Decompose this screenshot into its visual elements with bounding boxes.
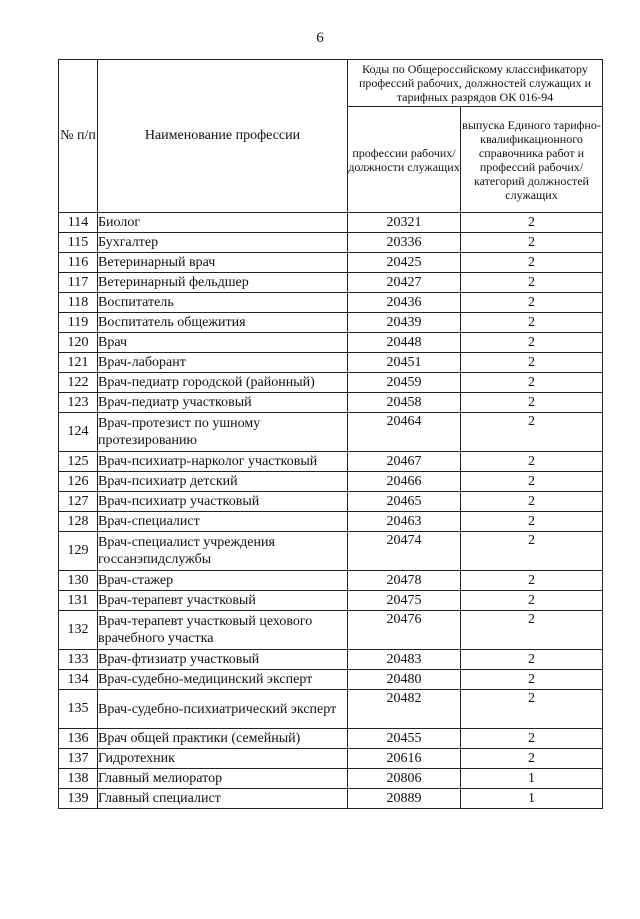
profession-name: Врач-судебно-психиатрический эксперт bbox=[98, 690, 348, 729]
profession-name: Врач-терапевт участковый bbox=[98, 591, 348, 611]
profession-code: 20451 bbox=[348, 353, 461, 373]
profession-code: 20467 bbox=[348, 452, 461, 472]
profession-name: Воспитатель bbox=[98, 293, 348, 313]
etks-issue: 2 bbox=[461, 591, 603, 611]
etks-issue: 2 bbox=[461, 273, 603, 293]
profession-name: Врач-протезист по ушному протезированию bbox=[98, 413, 348, 452]
etks-issue: 2 bbox=[461, 393, 603, 413]
etks-issue: 1 bbox=[461, 789, 603, 809]
profession-code: 20474 bbox=[348, 532, 461, 571]
etks-issue: 2 bbox=[461, 512, 603, 532]
profession-code: 20482 bbox=[348, 690, 461, 729]
etks-issue: 2 bbox=[461, 749, 603, 769]
table-row bbox=[59, 670, 603, 690]
etks-issue: 2 bbox=[461, 233, 603, 253]
etks-issue: 2 bbox=[461, 690, 603, 729]
profession-code: 20436 bbox=[348, 293, 461, 313]
table-row bbox=[59, 492, 603, 512]
profession-name: Врач bbox=[98, 333, 348, 353]
profession-code: 20459 bbox=[348, 373, 461, 393]
row-number: 133 bbox=[59, 650, 98, 670]
table-row bbox=[59, 393, 603, 413]
etks-issue: 2 bbox=[461, 532, 603, 571]
table-row bbox=[59, 749, 603, 769]
etks-issue: 2 bbox=[461, 452, 603, 472]
header-code-profession: профессии рабочих/ должности служащих bbox=[348, 107, 461, 213]
professions-table bbox=[58, 59, 603, 809]
profession-name: Врач-фтизиатр участковый bbox=[98, 650, 348, 670]
etks-issue: 2 bbox=[461, 293, 603, 313]
row-number: 124 bbox=[59, 413, 98, 452]
profession-name: Ветеринарный фельдшер bbox=[98, 273, 348, 293]
table-row bbox=[59, 690, 603, 729]
table-row bbox=[59, 333, 603, 353]
etks-issue: 1 bbox=[461, 769, 603, 789]
table-row bbox=[59, 452, 603, 472]
etks-issue: 2 bbox=[461, 650, 603, 670]
row-number: 134 bbox=[59, 670, 98, 690]
table-row bbox=[59, 611, 603, 650]
header-codes: Коды по Общероссийскому классификатору профессий рабочих, должностей служащих и тарифных разрядов ОК 016-94 bbox=[348, 60, 603, 107]
row-number: 114 bbox=[59, 213, 98, 233]
etks-issue: 2 bbox=[461, 333, 603, 353]
row-number: 116 bbox=[59, 253, 98, 273]
profession-code: 20465 bbox=[348, 492, 461, 512]
table-row bbox=[59, 313, 603, 333]
profession-name: Врач-педиатр участковый bbox=[98, 393, 348, 413]
etks-issue: 2 bbox=[461, 492, 603, 512]
profession-code: 20480 bbox=[348, 670, 461, 690]
profession-name: Главный специалист bbox=[98, 789, 348, 809]
row-number: 132 bbox=[59, 611, 98, 650]
header-code-grade: выпуска Единого тарифно-квалификационного справочника работ и профессий рабочих/категорий должностей служащих bbox=[461, 107, 603, 213]
row-number: 122 bbox=[59, 373, 98, 393]
table-row bbox=[59, 769, 603, 789]
profession-name: Врач-психиатр участковый bbox=[98, 492, 348, 512]
row-number: 138 bbox=[59, 769, 98, 789]
profession-code: 20455 bbox=[348, 729, 461, 749]
profession-name: Врач общей практики (семейный) bbox=[98, 729, 348, 749]
profession-code: 20463 bbox=[348, 512, 461, 532]
table-row bbox=[59, 591, 603, 611]
header-name: Наименование профессии bbox=[98, 60, 348, 213]
profession-name: Врач-специалист bbox=[98, 512, 348, 532]
profession-name: Врач-терапевт участковый цехового врачебного участка bbox=[98, 611, 348, 650]
table-row bbox=[59, 373, 603, 393]
etks-issue: 2 bbox=[461, 670, 603, 690]
row-number: 129 bbox=[59, 532, 98, 571]
etks-issue: 2 bbox=[461, 373, 603, 393]
profession-code: 20478 bbox=[348, 571, 461, 591]
etks-issue: 2 bbox=[461, 729, 603, 749]
etks-issue: 2 bbox=[461, 472, 603, 492]
profession-code: 20616 bbox=[348, 749, 461, 769]
profession-name: Бухгалтер bbox=[98, 233, 348, 253]
table-row bbox=[59, 571, 603, 591]
profession-code: 20321 bbox=[348, 213, 461, 233]
table-row bbox=[59, 233, 603, 253]
row-number: 128 bbox=[59, 512, 98, 532]
etks-issue: 2 bbox=[461, 253, 603, 273]
row-number: 130 bbox=[59, 571, 98, 591]
profession-code: 20448 bbox=[348, 333, 461, 353]
profession-code: 20464 bbox=[348, 413, 461, 452]
table-row bbox=[59, 353, 603, 373]
row-number: 131 bbox=[59, 591, 98, 611]
profession-code: 20466 bbox=[348, 472, 461, 492]
etks-issue: 2 bbox=[461, 313, 603, 333]
table-row bbox=[59, 512, 603, 532]
profession-name: Воспитатель общежития bbox=[98, 313, 348, 333]
etks-issue: 2 bbox=[461, 213, 603, 233]
profession-name: Врач-стажер bbox=[98, 571, 348, 591]
profession-code: 20427 bbox=[348, 273, 461, 293]
profession-code: 20806 bbox=[348, 769, 461, 789]
profession-name: Врач-специалист учреждения госсанэпидслужбы bbox=[98, 532, 348, 571]
header-num: № п/п bbox=[59, 60, 98, 213]
table-row bbox=[59, 532, 603, 571]
table-row bbox=[59, 253, 603, 273]
row-number: 119 bbox=[59, 313, 98, 333]
row-number: 115 bbox=[59, 233, 98, 253]
table-row bbox=[59, 729, 603, 749]
table-body bbox=[59, 213, 603, 809]
table-row bbox=[59, 273, 603, 293]
row-number: 123 bbox=[59, 393, 98, 413]
row-number: 120 bbox=[59, 333, 98, 353]
table-row bbox=[59, 213, 603, 233]
profession-code: 20889 bbox=[348, 789, 461, 809]
header-row-top bbox=[59, 60, 603, 107]
profession-code: 20439 bbox=[348, 313, 461, 333]
table-row bbox=[59, 293, 603, 313]
row-number: 121 bbox=[59, 353, 98, 373]
profession-name: Врач-лаборант bbox=[98, 353, 348, 373]
row-number: 139 bbox=[59, 789, 98, 809]
row-number: 126 bbox=[59, 472, 98, 492]
profession-name: Биолог bbox=[98, 213, 348, 233]
table-row bbox=[59, 789, 603, 809]
profession-code: 20425 bbox=[348, 253, 461, 273]
profession-name: Врач-педиатр городской (районный) bbox=[98, 373, 348, 393]
row-number: 136 bbox=[59, 729, 98, 749]
page-number: 6 bbox=[316, 30, 324, 46]
profession-code: 20476 bbox=[348, 611, 461, 650]
profession-name: Врач-судебно-медицинский эксперт bbox=[98, 670, 348, 690]
profession-name: Ветеринарный врач bbox=[98, 253, 348, 273]
profession-code: 20483 bbox=[348, 650, 461, 670]
profession-name: Гидротехник bbox=[98, 749, 348, 769]
etks-issue: 2 bbox=[461, 571, 603, 591]
profession-code: 20458 bbox=[348, 393, 461, 413]
row-number: 118 bbox=[59, 293, 98, 313]
profession-name: Врач-психиатр-нарколог участковый bbox=[98, 452, 348, 472]
row-number: 137 bbox=[59, 749, 98, 769]
table-row bbox=[59, 472, 603, 492]
etks-issue: 2 bbox=[461, 413, 603, 452]
profession-code: 20336 bbox=[348, 233, 461, 253]
row-number: 135 bbox=[59, 690, 98, 729]
etks-issue: 2 bbox=[461, 611, 603, 650]
row-number: 125 bbox=[59, 452, 98, 472]
row-number: 127 bbox=[59, 492, 98, 512]
profession-name: Главный мелиоратор bbox=[98, 769, 348, 789]
row-number: 117 bbox=[59, 273, 98, 293]
profession-code: 20475 bbox=[348, 591, 461, 611]
table-row bbox=[59, 650, 603, 670]
etks-issue: 2 bbox=[461, 353, 603, 373]
table-row bbox=[59, 413, 603, 452]
profession-name: Врач-психиатр детский bbox=[98, 472, 348, 492]
